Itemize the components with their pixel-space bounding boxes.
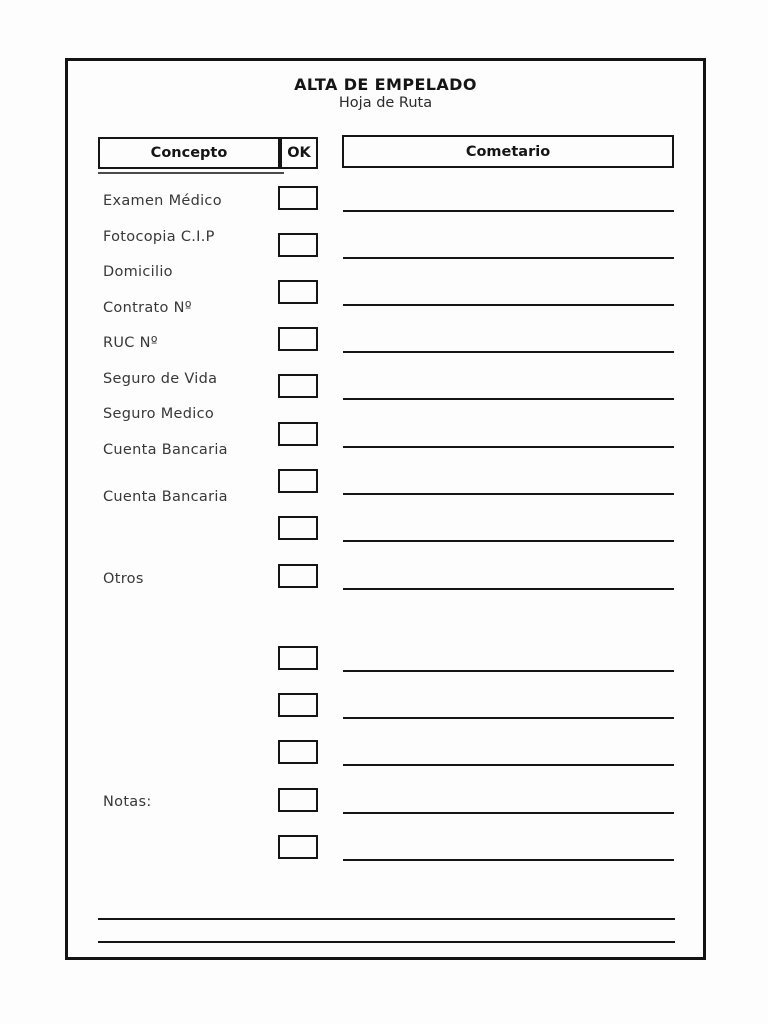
ok-checkbox-11[interactable]: [278, 693, 318, 717]
concept-label-ruc-no: RUC Nº: [103, 335, 158, 351]
ok-checkbox-7[interactable]: [278, 469, 318, 493]
concepto-header-underline: [98, 172, 284, 174]
comment-line-3[interactable]: [343, 304, 674, 306]
concept-label-domicilio: Domicilio: [103, 264, 173, 280]
ok-checkbox-5[interactable]: [278, 374, 318, 398]
notes-line-2[interactable]: [98, 941, 675, 943]
ok-checkbox-3[interactable]: [278, 280, 318, 304]
column-header-comentario: Cometario: [342, 135, 674, 168]
notes-line-1[interactable]: [98, 918, 675, 920]
ok-checkbox-6[interactable]: [278, 422, 318, 446]
concept-label-contrato-no: Contrato Nº: [103, 300, 192, 316]
comment-line-1[interactable]: [343, 210, 674, 212]
comment-line-13[interactable]: [343, 812, 674, 814]
document-title: ALTA DE EMPELADO: [294, 75, 477, 94]
comment-line-5[interactable]: [343, 398, 674, 400]
ok-checkbox-10[interactable]: [278, 646, 318, 670]
ok-checkbox-4[interactable]: [278, 327, 318, 351]
concept-label-seguro-de-vida: Seguro de Vida: [103, 371, 218, 387]
ok-checkbox-14[interactable]: [278, 835, 318, 859]
comment-line-4[interactable]: [343, 351, 674, 353]
column-header-ok: OK: [280, 137, 318, 169]
comment-line-14[interactable]: [343, 859, 674, 861]
concept-label-examen-medico: Examen Médico: [103, 193, 222, 209]
comment-line-2[interactable]: [343, 257, 674, 259]
ok-checkbox-2[interactable]: [278, 233, 318, 257]
ok-checkbox-1[interactable]: [278, 186, 318, 210]
notas-label: Notas:: [103, 794, 152, 810]
comment-line-7[interactable]: [343, 493, 674, 495]
comment-line-9[interactable]: [343, 588, 674, 590]
column-header-concepto: Concepto: [98, 137, 280, 169]
ok-checkbox-13[interactable]: [278, 788, 318, 812]
ok-checkbox-12[interactable]: [278, 740, 318, 764]
comment-line-8[interactable]: [343, 540, 674, 542]
comment-line-12[interactable]: [343, 764, 674, 766]
concept-label-cuenta-bancaria-2: Cuenta Bancaria: [103, 489, 228, 505]
concept-label-seguro-medico: Seguro Medico: [103, 406, 215, 422]
comment-line-6[interactable]: [343, 446, 674, 448]
ok-checkbox-9[interactable]: [278, 564, 318, 588]
concept-label-cuenta-bancaria-1: Cuenta Bancaria: [103, 442, 228, 458]
comment-line-10[interactable]: [343, 670, 674, 672]
comment-line-11[interactable]: [343, 717, 674, 719]
document-subtitle: Hoja de Ruta: [338, 95, 433, 111]
concept-label-fotocopia-cip: Fotocopia C.I.P: [103, 229, 215, 245]
ok-checkbox-8[interactable]: [278, 516, 318, 540]
concept-label-otros: Otros: [103, 571, 144, 587]
